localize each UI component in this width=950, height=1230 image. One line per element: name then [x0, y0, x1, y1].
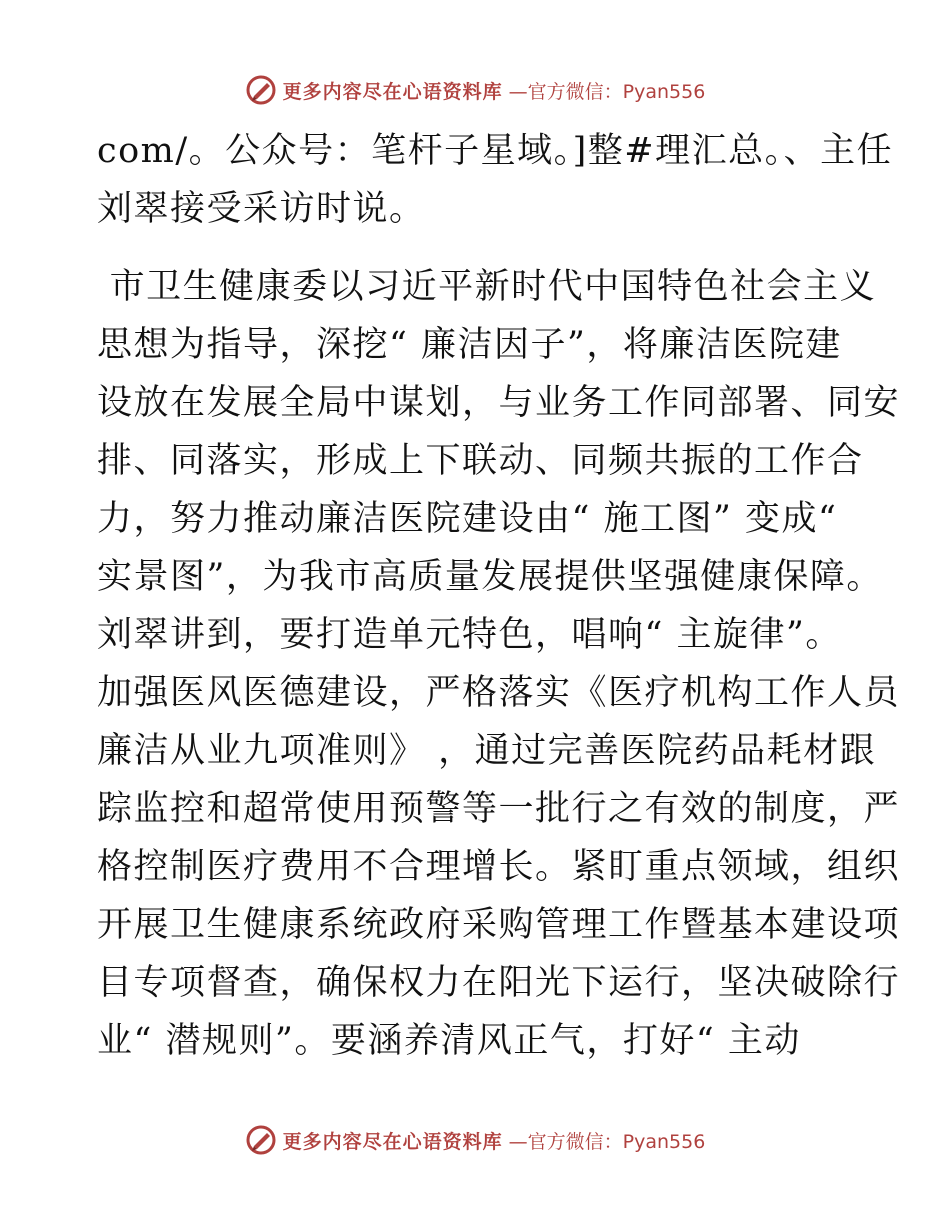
- text-line: 刘翠接受采访时说。: [97, 189, 426, 229]
- text-line: 刘翠讲到，要打造单元特色，唱响“ 主旋律”。: [97, 615, 842, 655]
- text-line: com/。公众号：笔杆子星域。]整#理汇总。、主任: [97, 131, 894, 171]
- banner-right-text: —官方微信：Pyan556: [508, 1130, 706, 1153]
- banner-left-text: 更多内容尽在心语资料库: [282, 1130, 503, 1153]
- text-line: 目专项督查，确保权力在阳光下运行，坚决破除行: [97, 963, 901, 1003]
- text-line: 思想为指导，深挖“ 廉洁因子”，将廉洁医院建: [97, 325, 842, 365]
- text-line: 踪监控和超常使用预警等一批行之有效的制度，严: [97, 789, 901, 829]
- text-line: 实景图”，为我市高质量发展提供坚强健康保障。: [97, 557, 883, 597]
- document-body: [97, 122, 901, 1070]
- paragraph: [97, 122, 894, 238]
- brand-logo-icon: [245, 1124, 277, 1156]
- brand-logo-icon: [245, 74, 277, 106]
- text-line: 加强医风医德建设，严格落实《医疗机构工作人员: [97, 673, 901, 713]
- banner-right-text: —官方微信：Pyan556: [508, 80, 706, 103]
- text-line: 开展卫生健康系统政府采购管理工作暨基本建设项: [97, 905, 901, 945]
- text-line: 市卫生健康委以习近平新时代中国特色社会主义: [97, 267, 877, 307]
- footer-banner: [0, 1122, 950, 1158]
- banner-left-text: 更多内容尽在心语资料库: [282, 80, 503, 103]
- text-line: 力，努力推动廉洁医院建设由“ 施工图” 变成“: [97, 499, 838, 539]
- text-line: 设放在发展全局中谋划，与业务工作同部署、同安: [97, 383, 901, 423]
- paragraph: [97, 258, 901, 1070]
- text-line: 业“ 潜规则”。要涵养清风正气，打好“ 主动: [97, 1021, 801, 1061]
- text-line: 廉洁从业九项准则》 ，通过完善医院药品耗材跟: [97, 731, 877, 771]
- text-line: 排、同落实，形成上下联动、同频共振的工作合: [97, 441, 864, 481]
- text-line: 格控制医疗费用不合理增长。紧盯重点领域，组织: [97, 847, 901, 887]
- header-banner: [0, 72, 950, 108]
